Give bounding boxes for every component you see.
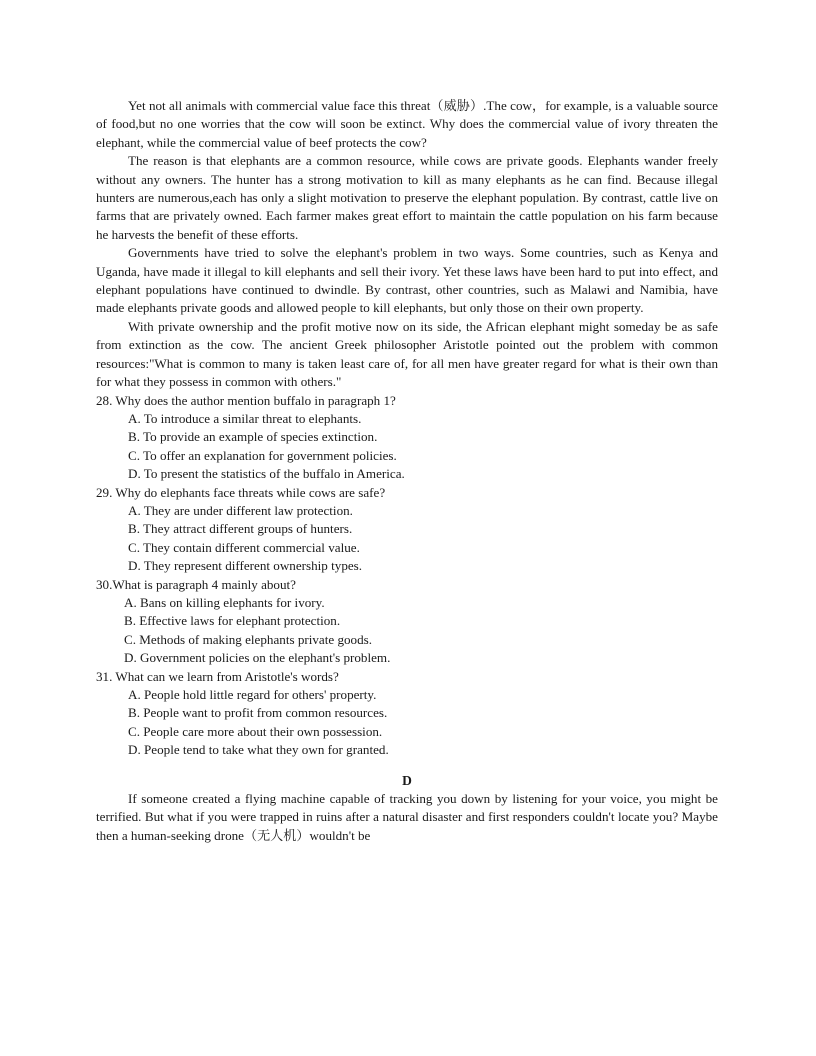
option-d: D. They represent different ownership types. bbox=[128, 558, 363, 574]
option-b: B. People want to profit from common resources. bbox=[128, 705, 388, 721]
question-stem: 29. Why do elephants face threats while cows are safe? bbox=[96, 484, 386, 500]
option-a: A. To introduce a similar threat to elephants. bbox=[128, 410, 362, 426]
question-29 bbox=[96, 484, 718, 576]
question-stem: 30.What is paragraph 4 mainly about? bbox=[96, 576, 296, 592]
question-28 bbox=[96, 392, 718, 484]
option-c: C. To offer an explanation for government policies. bbox=[128, 447, 397, 463]
option-d: D. To present the statistics of the buffalo in America. bbox=[128, 466, 405, 482]
option-c: C. Methods of making elephants private goods. bbox=[124, 631, 373, 647]
option-d: D. Government policies on the elephant's problem. bbox=[124, 650, 391, 666]
document-page bbox=[96, 97, 718, 845]
option-a: A. People hold little regard for others' property. bbox=[128, 687, 377, 702]
option-a: A. They are under different law protection. bbox=[128, 502, 353, 518]
question-30 bbox=[96, 576, 718, 668]
passage-paragraph-1: Yet not all animals with commercial value face this threat（威胁）.The cow，for example, is a valuable source of food,but no one worries that the cow will soon be extinct. Why does the commercial value of ivory threaten the elephant, while the commercial value of beef protects the cow? bbox=[96, 98, 718, 150]
passage-paragraph-4: With private ownership and the profit motive now on its side, the African elephant might someday be as safe from extinction as the cow. The ancient Greek philosopher Aristotle pointed out the problem with common resources:"What is common to many is taken least care of, for all men have greater regard for what is their own than for what they possess in common with others." bbox=[96, 318, 718, 390]
option-d: D. People tend to take what they own for granted. bbox=[128, 742, 389, 758]
option-b: B. To provide an example of species extinction. bbox=[128, 429, 378, 445]
passage-paragraph-3: Governments have tried to solve the elephant's problem in two ways. Some countries, such as Kenya and Uganda, have made it illegal to kill elephants and sell their ivory. Yet these laws have been hard to put into effect, and elephant populations have continued to dwindle. By contrast, other countries, such as Malawi and Namibia, have made elephants private goods and allowed people to kill elephants, but only those on their own property. bbox=[96, 245, 718, 316]
question-stem: 31. What can we learn from Aristotle's words? bbox=[96, 668, 339, 684]
option-b: B. They attract different groups of hunters. bbox=[128, 521, 353, 537]
section-d-paragraph: If someone created a flying machine capable of tracking you down by listening for your voice, you might be terrified. But what if you were trapped in ruins after a natural disaster and first responders couldn't locate you? Maybe then a human-seeking drone（无人机）wouldn't be bbox=[96, 791, 718, 843]
option-c: C. People care more about their own possession. bbox=[128, 723, 383, 739]
option-c: C. They contain different commercial value. bbox=[128, 539, 360, 555]
question-stem: 28. Why does the author mention buffalo in paragraph 1? bbox=[96, 392, 396, 408]
question-31 bbox=[96, 668, 718, 760]
option-a: A. Bans on killing elephants for ivory. bbox=[124, 594, 325, 610]
passage-paragraph-2: The reason is that elephants are a common resource, while cows are private goods. Elephants wander freely without any owners. The hunter has a strong motivation to kill as many elephants as he can find. Because illegal hunters are numerous,each has only a slight motivation to preserve the elephant population. By contrast, cattle live on farms that are privately owned. Each farmer makes great effort to maintain the cattle population on his farm because he harvests the benefit of these efforts. bbox=[96, 153, 718, 242]
option-b: B. Effective laws for elephant protection. bbox=[124, 613, 341, 629]
section-d-heading: D bbox=[402, 772, 412, 788]
